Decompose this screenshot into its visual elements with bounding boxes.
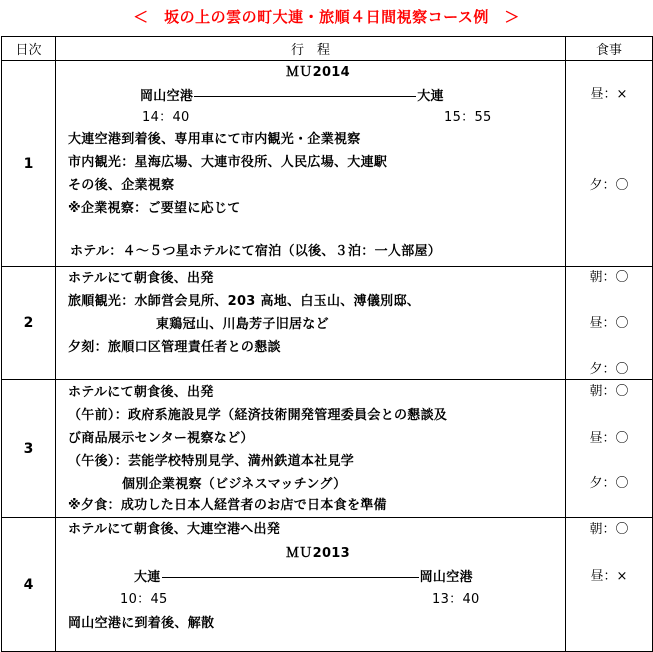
meal-breakfast: 朝：〇 xyxy=(589,522,629,537)
day-schedule xyxy=(56,61,566,267)
flight-number: ＭＵ2014 xyxy=(286,65,350,80)
day-row-1 xyxy=(2,61,653,267)
header-meals: 食事 xyxy=(566,37,653,61)
route-from: 岡山空港 xyxy=(140,89,194,104)
route-line xyxy=(194,96,416,97)
day-meals xyxy=(566,61,653,267)
schedule-line: び商品展示センター視察など） xyxy=(68,431,254,446)
page-title: ＜ 坂の上の雲の町大連・旅順４日間視察コース例 ＞ xyxy=(133,8,520,26)
header-day: 日次 xyxy=(2,37,56,61)
schedule-line: 夕刻：旅順口区管理責任者との懇談 xyxy=(68,340,281,355)
schedule-line: ホテルにて朝食後、大連空港へ出発 xyxy=(68,522,281,537)
schedule-line: ホテルにて朝食後、出発 xyxy=(68,271,214,286)
itinerary-table xyxy=(1,36,653,652)
flight-route xyxy=(134,570,473,586)
route-to: 岡山空港 xyxy=(419,570,473,585)
schedule-line: ホテル：４～５つ星ホテルにて宿泊（以後、３泊：一人部屋） xyxy=(70,244,442,259)
schedule-line: 岡山空港に到着後、解散 xyxy=(68,616,215,631)
day-number: 2 xyxy=(2,267,56,380)
schedule-line: ※夕食：成功した日本人経営者のお店で日本食を準備 xyxy=(68,498,387,513)
day-number: 1 xyxy=(2,61,56,267)
departure-time: 10：45 xyxy=(120,592,168,607)
meal-lunch: 昼：〇 xyxy=(589,431,629,446)
meal-lunch: 昼：× xyxy=(590,569,628,584)
route-line xyxy=(162,577,419,578)
arrival-time: 15：55 xyxy=(444,110,492,125)
route-to: 大連 xyxy=(417,89,444,104)
meal-breakfast: 朝：〇 xyxy=(589,384,629,399)
schedule-line: 東鶏冠山、川島芳子旧居など xyxy=(156,317,329,332)
meal-breakfast: 朝：〇 xyxy=(589,270,629,285)
schedule-line: 個別企業視察（ビジネスマッチング） xyxy=(122,477,347,492)
schedule-line: 大連空港到着後、専用車にて市内観光・企業視察 xyxy=(68,132,361,147)
schedule-line: 旅順観光：水師営会見所、203 高地、白玉山、溥儀別邸、 xyxy=(68,294,421,309)
flight-number: ＭＵ2013 xyxy=(286,546,350,561)
meal-dinner: 夕：〇 xyxy=(589,178,629,193)
day-schedule xyxy=(56,267,566,380)
meal-lunch: 昼：× xyxy=(590,87,628,102)
meal-lunch: 昼：〇 xyxy=(589,316,629,331)
meal-dinner: 夕：〇 xyxy=(589,476,629,491)
day-row-3 xyxy=(2,380,653,518)
schedule-line: （午前）：政府系施設見学（経済技術開発管理委員会との懇談及 xyxy=(68,408,448,423)
schedule-line: その後、企業視察 xyxy=(68,178,175,193)
day-row-2 xyxy=(2,267,653,380)
arrival-time: 13：40 xyxy=(432,592,480,607)
schedule-line: （午後）：芸能学校特別見学、満州鉄道本社見学 xyxy=(68,454,355,469)
day-meals xyxy=(566,518,653,652)
schedule-line: 市内観光：星海広場、大連市役所、人民広場、大連駅 xyxy=(68,155,388,170)
table-header-row xyxy=(2,37,653,61)
day-meals xyxy=(566,267,653,380)
day-schedule xyxy=(56,380,566,518)
day-meals xyxy=(566,380,653,518)
day-schedule xyxy=(56,518,566,652)
departure-time: 14：40 xyxy=(142,110,190,125)
schedule-line: ※企業視察：ご要望に応じて xyxy=(68,201,241,216)
header-schedule: 行 程 xyxy=(56,37,566,61)
day-row-4 xyxy=(2,518,653,652)
route-from: 大連 xyxy=(134,570,161,585)
schedule-line: ホテルにて朝食後、出発 xyxy=(68,385,214,400)
day-number: 4 xyxy=(2,518,56,652)
meal-dinner: 夕：〇 xyxy=(589,362,629,377)
flight-route xyxy=(140,89,444,105)
day-number: 3 xyxy=(2,380,56,518)
